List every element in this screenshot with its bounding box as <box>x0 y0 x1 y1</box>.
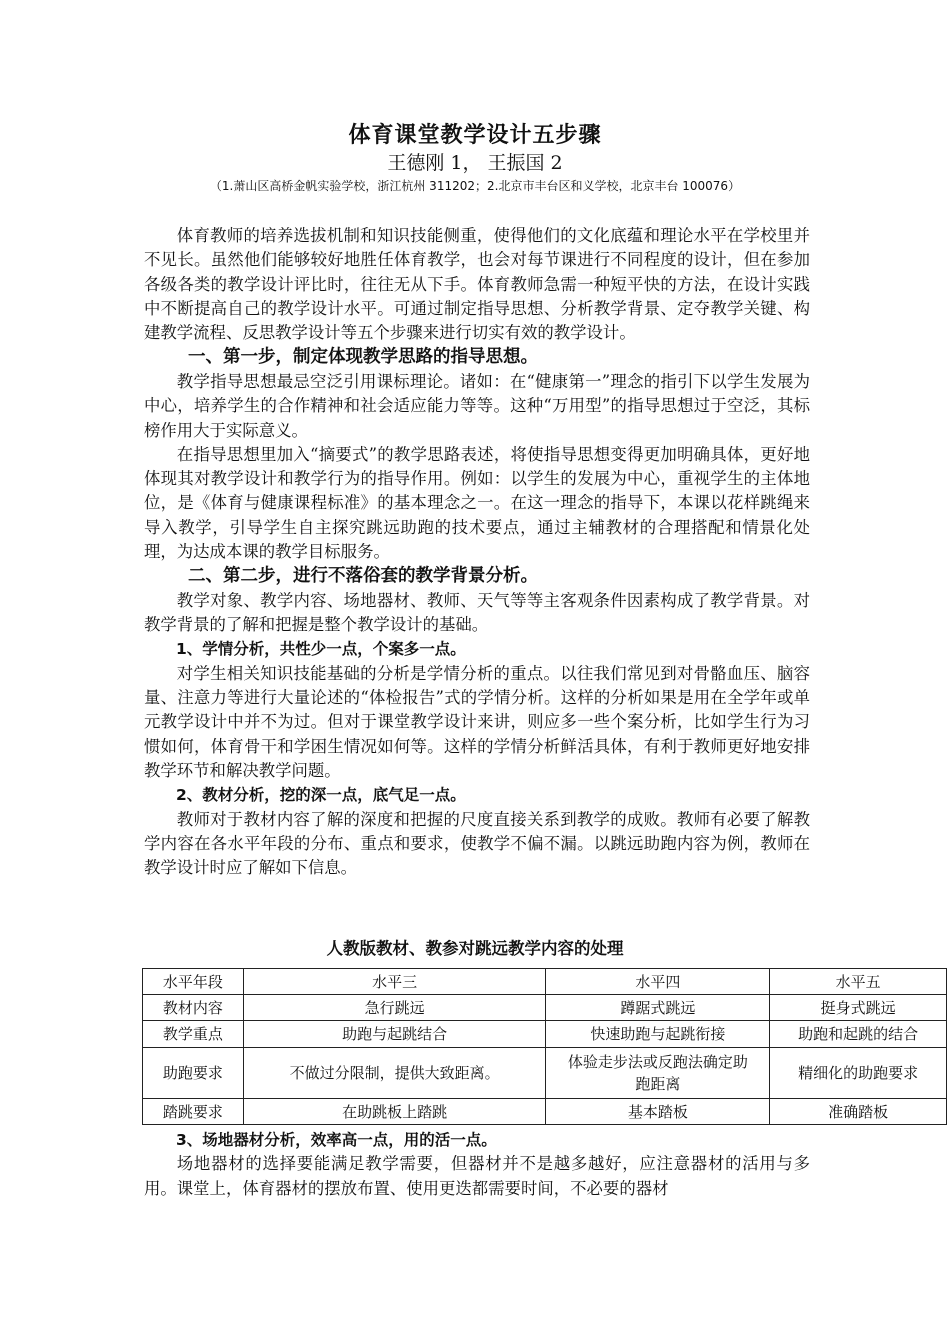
table-cell: 水平四 <box>546 969 770 995</box>
table-row <box>143 1099 947 1125</box>
table-cell: 在助跳板上踏跳 <box>243 1099 546 1125</box>
table-cell: 蹲踞式跳远 <box>546 995 770 1021</box>
intro-paragraph: 体育教师的培养选拔机制和知识技能侧重，使得他们的文化底蕴和理论水平在学校里并不见长。虽然他们能够较好地胜任体育教学，也会对每节课进行不同程度的设计，但在参加各级各类的教学设计评比时，往往无从下手。体育教师急需一种短平快的方法，在设计实践中不断提高自己的教学设计水平。可通过制定指导思想、分析教学背景、定夺教学关键、构建教学流程、反思教学设计等五个步骤来进行切实有效的教学设计。 <box>144 226 810 343</box>
subsection-heading-2: 2、教材分析，挖的深一点，底气足一点。 <box>176 786 466 805</box>
table-row <box>143 1021 947 1048</box>
authors: 王德刚 1， 王振国 2 <box>387 152 563 174</box>
table-row <box>143 1048 947 1099</box>
section-heading-2: 二、第二步，进行不落俗套的教学背景分析。 <box>188 566 538 587</box>
article-body <box>144 224 810 880</box>
paragraph: 场地器材的选择要能满足教学需要，但器材并不是越多越好，应注意器材的活用与多用。课堂上，体育器材的摆放布置、使用更迭都需要时间，不必要的器材 <box>144 1154 810 1198</box>
paragraph: 教学对象、教学内容、场地器材、教师、天气等等主客观条件因素构成了教学背景。对教学背景的了解和把握是整个教学设计的基础。 <box>144 590 810 635</box>
table-cell: 不做过分限制，提供大致距离。 <box>243 1048 546 1099</box>
content-table <box>142 968 947 1125</box>
table-cell: 水平年段 <box>143 969 244 995</box>
table-cell: 挺身式跳远 <box>770 995 947 1021</box>
table-cell: 助跑和起跳的结合 <box>770 1021 947 1048</box>
paragraph: 教师对于教材内容了解的深度和把握的尺度直接关系到教学的成败。教师有必要了解教学内容在各水平年段的分布、重点和要求，使教学不偏不漏。以跳远助跑内容为例，教师在教学设计时应了解如下信息。 <box>144 809 810 878</box>
table-cell: 急行跳远 <box>243 995 546 1021</box>
table-caption: 人教版教材、教参对跳远教学内容的处理 <box>326 939 624 958</box>
table-cell: 快速助跑与起跳衔接 <box>546 1021 770 1048</box>
table-row <box>143 969 947 995</box>
table-cell: 助跑与起跳结合 <box>243 1021 546 1048</box>
paragraph: 在指导思想里加入“摘要式”的教学思路表述，将使指导思想变得更加明确具体，更好地体现其对教学设计和教学行为的指导作用。例如：以学生的发展为中心，重视学生的主体地位，是《体育与健康课程标准》的基本理念之一。在这一理念的指导下，本课以花样跳绳来导入教学，引导学生自主探究跳远助跑的技术要点，通过主辅教材的合理搭配和情景化处理，为达成本课的教学目标服务。 <box>144 444 810 562</box>
table-row <box>143 995 947 1021</box>
table-cell: 体验走步法或反跑法确定助跑距离 <box>546 1048 770 1099</box>
affiliation: （1.萧山区高桥金帆实验学校，浙江杭州 311202；2.北京市丰台区和义学校，北京丰台 100076） <box>209 179 741 193</box>
table-cell: 精细化的助跑要求 <box>770 1048 947 1099</box>
subsection-heading-1: 1、学情分析，共性少一点，个案多一点。 <box>176 640 466 659</box>
page-title: 体育课堂教学设计五步骤 <box>348 123 602 148</box>
table-cell: 助跑要求 <box>143 1048 244 1099</box>
table-cell: 水平五 <box>770 969 947 995</box>
subsection-heading-3: 3、场地器材分析，效率高一点，用的活一点。 <box>176 1131 497 1149</box>
table-cell: 水平三 <box>243 969 546 995</box>
table-cell: 教学重点 <box>143 1021 244 1048</box>
table-cell: 踏跳要求 <box>143 1099 244 1125</box>
paragraph: 教学指导思想最忌空泛引用课标理论。诸如：在“健康第一”理念的指引下以学生发展为中心，培养学生的合作精神和社会适应能力等等。这种“万用型”的指导思想过于空泛，其标榜作用大于实际意义。 <box>144 371 810 440</box>
paragraph: 对学生相关知识技能基础的分析是学情分析的重点。以往我们常见到对骨骼血压、脑容量、注意力等进行大量论述的“体检报告”式的学情分析。这样的分析如果是用在全学年或单元教学设计中并不为过。但对于课堂教学设计来讲，则应多一些个案分析，比如学生行为习惯如何，体育骨干和学困生情况如何等。这样的学情分析鲜活具体，有利于教师更好地安排教学环节和解决教学问题。 <box>144 663 810 780</box>
table-cell: 教材内容 <box>143 995 244 1021</box>
article-body-continued <box>144 1128 810 1201</box>
table-cell: 基本踏板 <box>546 1099 770 1125</box>
table-cell: 准确踏板 <box>770 1099 947 1125</box>
section-heading-1: 一、第一步，制定体现教学思路的指导思想。 <box>188 347 538 368</box>
